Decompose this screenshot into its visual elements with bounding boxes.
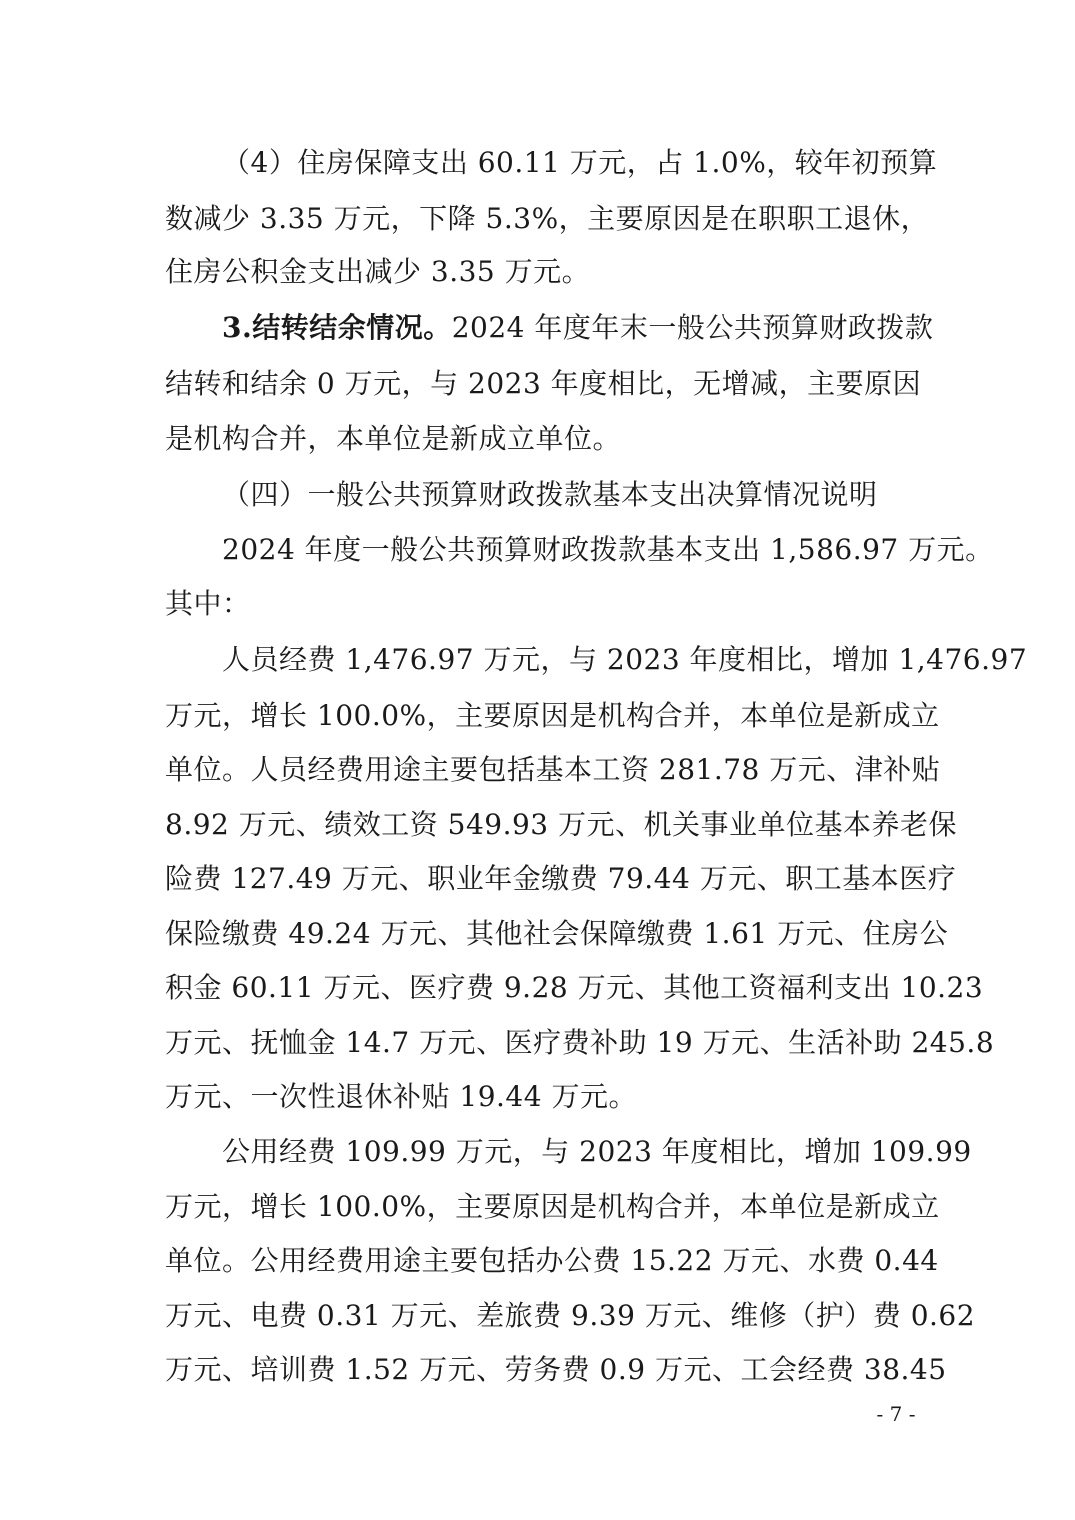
paragraph-line: 万元、一次性退休补贴 19.44 万元。 [165, 1080, 637, 1113]
paragraph-line: 万元、培训费 1.52 万元、劳务费 0.9 万元、工会经费 38.45 [165, 1353, 947, 1386]
paragraph-line: 8.92 万元、绩效工资 549.93 万元、机关事业单位基本养老保 [165, 808, 958, 841]
paragraph-line: 积金 60.11 万元、医疗费 9.28 万元、其他工资福利支出 10.23 [165, 971, 984, 1004]
paragraph-line: 险费 127.49 万元、职业年金缴费 79.44 万元、职工基本医疗 [165, 862, 957, 895]
page-number: - 7 - [876, 1402, 916, 1426]
paragraph-line: 人员经费 1,476.97 万元，与 2023 年度相比，增加 1,476.97 [222, 643, 1028, 676]
paragraph-line: 万元，增长 100.0%，主要原因是机构合并，本单位是新成立 [165, 699, 940, 732]
section-lead-text: 2024 年度年末一般公共预算财政拨款 [451, 311, 934, 344]
paragraph-line: 保险缴费 49.24 万元、其他社会保障缴费 1.61 万元、住房公 [165, 917, 949, 950]
paragraph-line: 单位。公用经费用途主要包括办公费 15.22 万元、水费 0.44 [165, 1244, 939, 1277]
paragraph-line [222, 300, 934, 356]
paragraph-line: （4）住房保障支出 60.11 万元，占 1.0%，较年初预算 [222, 146, 938, 179]
paragraph-line: 2024 年度一般公共预算财政拨款基本支出 1,586.97 万元。 [222, 533, 994, 566]
paragraph-line: 其中： [165, 587, 251, 620]
paragraph-line: 数减少 3.35 万元，下降 5.3%，主要原因是在职职工退休， [165, 202, 930, 235]
paragraph-line: 结转和结余 0 万元，与 2023 年度相比，无增减，主要原因 [165, 367, 922, 400]
section-lead: 3.结转结余情况。 [222, 311, 452, 344]
paragraph-line: 万元、抚恤金 14.7 万元、医疗费补助 19 万元、生活补助 245.8 [165, 1026, 995, 1059]
paragraph-line: 单位。人员经费用途主要包括基本工资 281.78 万元、津补贴 [165, 753, 941, 786]
paragraph-line: 住房公积金支出减少 3.35 万元。 [165, 255, 591, 288]
paragraph-line: 公用经费 109.99 万元，与 2023 年度相比，增加 109.99 [222, 1135, 972, 1168]
paragraph-line: 是机构合并，本单位是新成立单位。 [165, 422, 622, 455]
paragraph-line: 万元，增长 100.0%，主要原因是机构合并，本单位是新成立 [165, 1190, 940, 1223]
section-heading: （四）一般公共预算财政拨款基本支出决算情况说明 [222, 478, 878, 511]
paragraph-line: 万元、电费 0.31 万元、差旅费 9.39 万元、维修（护）费 0.62 [165, 1299, 976, 1332]
